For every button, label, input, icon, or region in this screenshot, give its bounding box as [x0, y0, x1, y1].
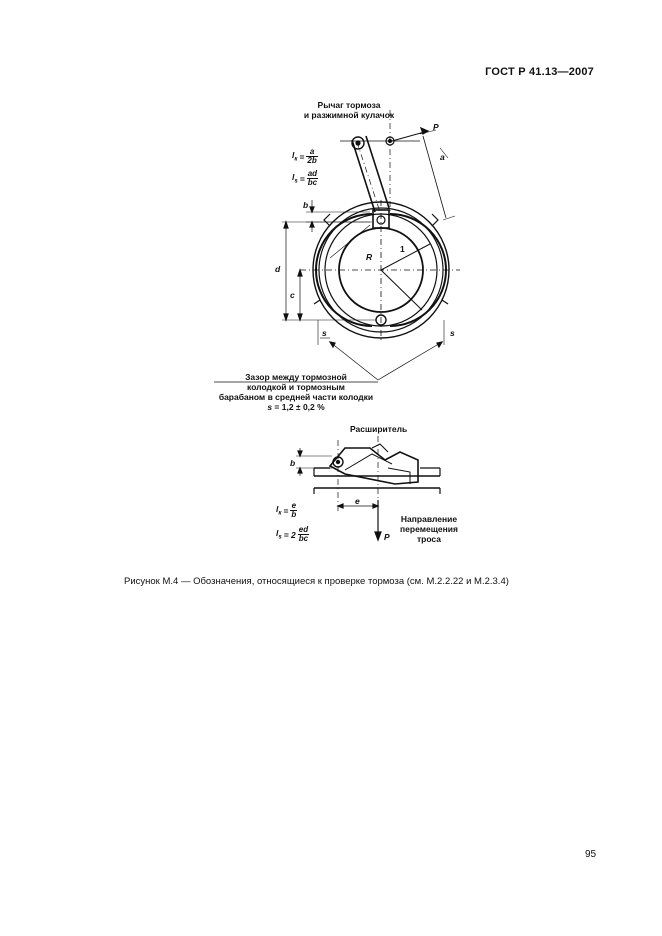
gap-note	[214, 372, 378, 412]
fig2-formula-lc: $l_к$ = $\frac{e}{b}$	[276, 501, 297, 519]
figure-caption: Рисунок М.4 — Обозначения, относящиеся к проверке тормоза (см. М.2.2.22 и М.2.3.4)	[124, 576, 509, 587]
radius-label: R	[366, 252, 373, 262]
direction-note	[394, 514, 464, 544]
gap-right-label: s	[450, 328, 455, 338]
gap-note-line3: барабаном в средней части колодки	[218, 392, 374, 402]
dim-d-label: d	[275, 264, 281, 274]
direction-line3: троса	[417, 534, 441, 544]
force-p-label: P	[433, 122, 439, 132]
gap-note-line4: s = 1,2 ± 0,2 %	[267, 402, 325, 412]
formula-lc: $l_к$ = $\frac{a}{2b}$	[292, 147, 317, 165]
fig2-dim-b-label: b	[290, 458, 296, 468]
fig2-force-p-label: P	[384, 532, 390, 542]
direction-line1: Направление	[400, 514, 458, 524]
direction-line2: перемещения	[400, 524, 458, 534]
lever-label-line1: Рычаг тормоза	[317, 100, 381, 110]
gap-note-line2: колодкой и тормозным	[247, 382, 345, 392]
shoe-tab	[324, 214, 330, 226]
dim-b-label: b	[303, 200, 309, 210]
gap-left-label: s	[322, 328, 327, 338]
shoe-tab	[432, 214, 438, 226]
expander-label: Расширитель	[350, 424, 408, 434]
fig2-formula-ls: $l_s$ = 2 $\frac{ed}{bc}$	[276, 525, 309, 543]
mark-1-label: 1	[400, 244, 405, 254]
shoe-tab	[314, 300, 320, 304]
lever-label-line2: и разжимной кулачок	[303, 110, 395, 120]
formula-ls: $l_s$ = $\frac{ad}{bc}$	[292, 169, 318, 187]
lever-label	[294, 100, 404, 120]
fig2-dim-e-label: e	[355, 496, 360, 506]
page-number: 95	[585, 849, 597, 860]
document-id: ГОСТ Р 41.13—2007	[485, 66, 594, 78]
dim-c-label: c	[290, 290, 295, 300]
dim-a-label: a	[440, 152, 445, 162]
shoe-tab	[442, 300, 448, 304]
gap-note-line1: Зазор между тормозной	[245, 372, 347, 382]
